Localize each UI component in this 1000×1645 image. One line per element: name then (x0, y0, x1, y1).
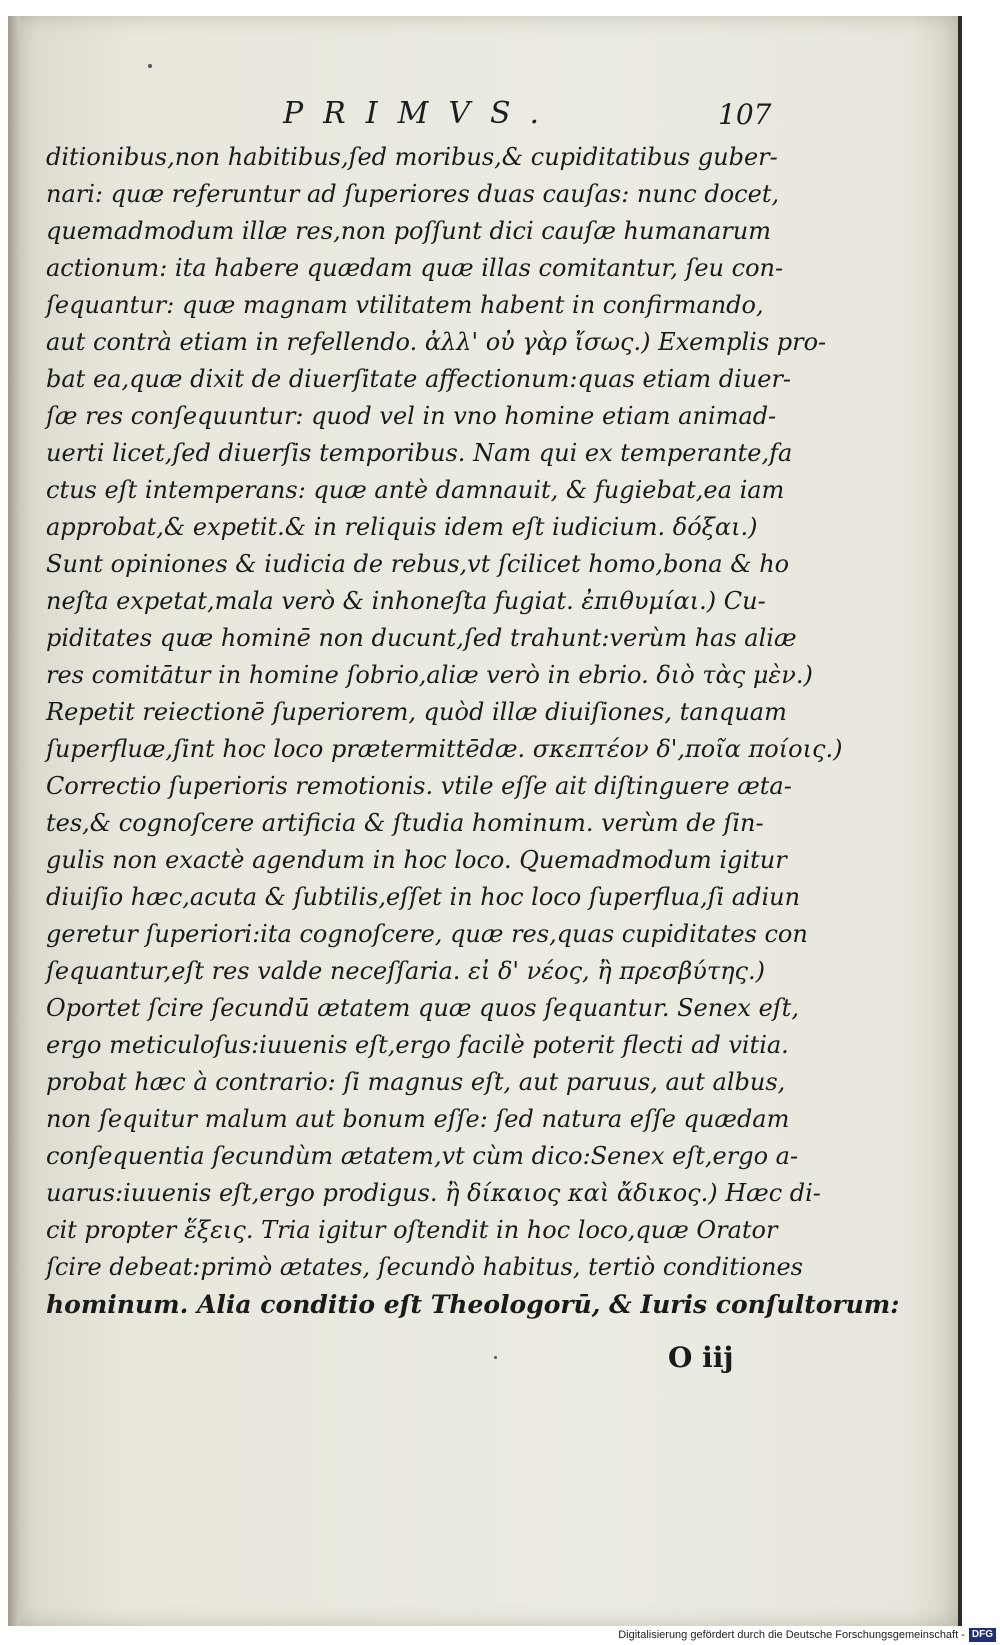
text-line: geretur ſuperiori:ita cognoſcere, quæ res,quas cupiditates con (46, 920, 808, 948)
text-line: Correctio ſuperioris remotionis. vtile eſſe ait diſtinguere æta- (46, 772, 792, 800)
body-text (46, 139, 900, 1323)
digitization-footer (618, 1627, 996, 1643)
text-line: uarus:iuuenis eſt,ergo prodigus. ἢ δίκαιος καὶ ἄδικος.) Hæc di- (46, 1179, 821, 1207)
text-line: ſuperfluæ,ſint hoc loco prætermittēdæ. σκεπτέον δ',ποῖα ποίοις.) (46, 735, 843, 763)
text-line: gulis non exactè agendum in hoc loco. Quemadmodum igitur (46, 846, 787, 874)
text-line: quemadmodum illæ res,non poſſunt dici cauſæ humanarum (46, 217, 771, 245)
text-line: ctus eſt intemperans: quæ antè damnauit, & fugiebat,ea iam (46, 476, 785, 504)
running-title: PRIMVS. (283, 96, 560, 131)
text-line: ſcire debeat:primò ætates, ſecundò habitus, tertiò conditiones (46, 1253, 803, 1281)
text-line: cit propter ἕξεις. Tria igitur oſtendit in hoc loco,quæ Orator (46, 1216, 778, 1244)
book-page (8, 16, 962, 1626)
text-line: aut contrà etiam in refellendo. ἀλλ' οὐ γὰρ ἴσως.) Exemplis pro- (46, 328, 827, 356)
text-line: piditates quæ hominē non ducunt,ſed trahunt:verùm has aliæ (46, 624, 797, 652)
ink-speck (494, 1356, 497, 1359)
text-line: uerti licet,ſed diuerſis temporibus. Nam qui ex temperante,fa (46, 439, 793, 467)
dfg-logo-icon: DFG (969, 1628, 996, 1642)
text-line: actionum: ita habere quædam quæ illas comitantur, ſeu con- (46, 254, 784, 282)
text-line: ergo meticuloſus:iuuenis eſt,ergo facilè poterit flecti ad vitia. (46, 1031, 789, 1059)
text-line: ſequantur,eſt res valde neceſſaria. εἰ δ' νέος, ἢ πρεσβύτης.) (46, 957, 765, 985)
text-line: nari: quæ referuntur ad ſuperiores duas cauſas: nunc docet, (46, 180, 780, 208)
ink-speck (148, 64, 152, 68)
text-line: conſequentia ſecundùm ætatem,vt cùm dico:Senex eſt,ergo a- (46, 1142, 799, 1170)
text-line: probat hæc à contrario: ſi magnus eſt, aut paruus, aut albus, (46, 1068, 786, 1096)
text-line: ſequantur: quæ magnam vtilitatem habent in confirmando, (46, 291, 764, 319)
text-line: Oportet ſcire ſecundū ætatem quæ quos ſequantur. Senex eſt, (46, 994, 799, 1022)
text-line: res comitātur in homine ſobrio,aliæ verò in ebrio. διὸ τὰς μὲν.) (46, 661, 813, 689)
text-line: Repetit reiectionē ſuperiorem, quòd illæ diuiſiones, tanquam (46, 698, 787, 726)
text-line: non ſequitur malum aut bonum eſſe: ſed natura eſſe quædam (46, 1105, 790, 1133)
text-line: neſta expetat,mala verò & inhoneſta fugiat. ἐπιθυμίαι.) Cu- (46, 587, 766, 615)
text-line: approbat,& expetit.& in reliquis idem eſt iudicium. δόξαι.) (46, 513, 758, 541)
signature-mark: O iij (668, 1341, 734, 1374)
text-line: tes,& cognoſcere artificia & ſtudia hominum. verùm de ſin- (46, 809, 764, 837)
text-line: ſæ res conſequuntur: quod vel in vno homine etiam animad- (46, 402, 777, 430)
text-line: diuiſio hæc,acuta & ſubtilis,eſſet in hoc loco ſuperflua,ſi adiun (46, 883, 801, 911)
text-line: bat ea,quæ dixit de diuerſitate affectionum:quas etiam diuer- (46, 365, 792, 393)
text-line: ditionibus,non habitibus,ſed moribus,& cupiditatibus guber- (46, 143, 778, 171)
running-head (8, 96, 958, 136)
text-line: hominum. Alia conditio eſt Theologorū, & Iuris conſultorum: (46, 1290, 900, 1319)
text-line: Sunt opiniones & iudicia de rebus,vt ſcilicet homo,bona & ho (46, 550, 790, 578)
footer-credit: Digitalisierung gefördert durch die Deutsche Forschungsgemeinschaft - (618, 1629, 965, 1641)
page-number: 107 (718, 98, 772, 131)
